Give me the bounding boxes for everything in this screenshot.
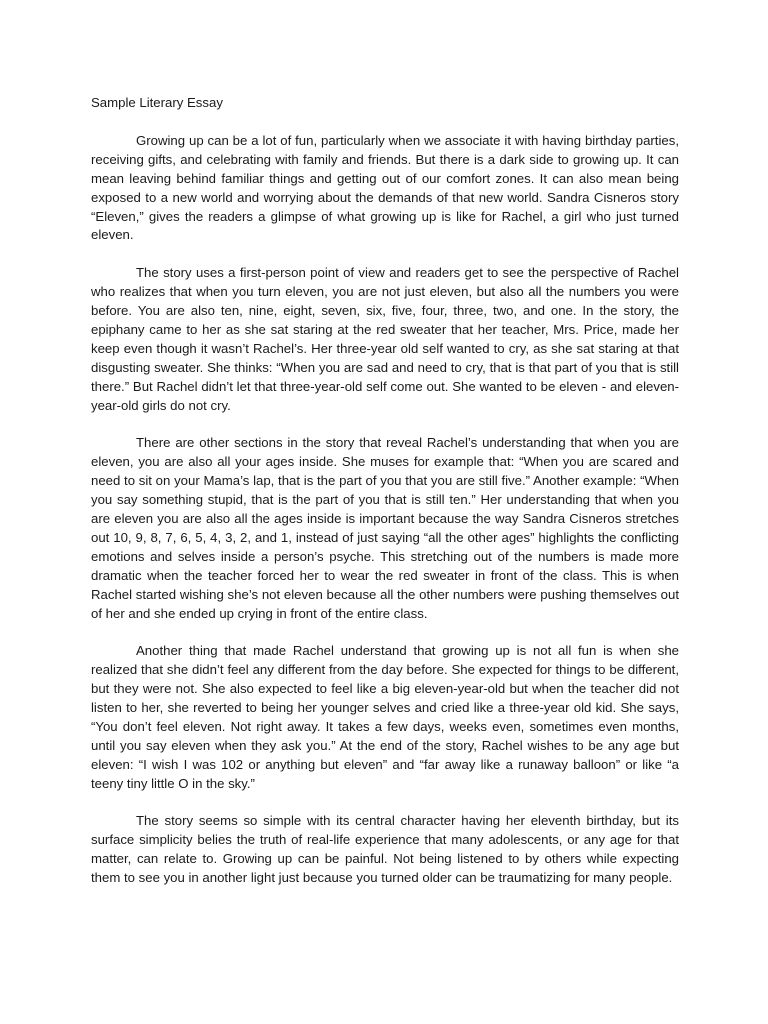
essay-body	[91, 94, 679, 907]
essay-title: Sample Literary Essay	[91, 95, 223, 110]
essay-paragraph-3: There are other sections in the story that reveal Rachel’s understanding that when you are eleven, you are also all your ages inside. She muses for example that: “When you are scared and need to sit on your Mama’s lap, that is the part of you that you are still five.” Another example: “When you say something stupid, that is the part of you that is still ten.” Her understanding that when you are eleven you are also all the ages inside is important because the way Sandra Cisneros stretches out 10, 9, 8, 7, 6, 5, 4, 3, 2, and 1, instead of just saying “all the other ages” highlights the conflicting emotions and selves inside a person’s psyche. This stretching out of the numbers is made more dramatic when the teacher forced her to wear the red sweater in front of the class. This is when Rachel started wishing she’s not eleven because all the other numbers were pushing themselves out of her and she ended up crying in front of the entire class.	[91, 435, 679, 621]
essay-paragraph-4: Another thing that made Rachel understand that growing up is not all fun is when she realized that she didn’t feel any different from the day before. She expected for things to be different, but they were not. She also expected to feel like a big eleven-year-old but when the teacher did not listen to her, she reverted to being her younger selves and cried like a three-year old kid. She says, “You don’t feel eleven. Not right away. It takes a few days, weeks even, sometimes even months, until you say eleven when they ask you.” At the end of the story, Rachel wishes to be any age but eleven: “I wish I was 102 or anything but eleven” and “far away like a runaway balloon” or like “a teeny tiny little O in the sky.”	[91, 643, 679, 791]
essay-paragraph-1: Growing up can be a lot of fun, particularly when we associate it with having birthday parties, receiving gifts, and celebrating with family and friends. But there is a dark side to growing up. It can mean leaving behind familiar things and getting out of our comfort zones. It can also mean being exposed to a new world and worrying about the demands of that new world. Sandra Cisneros story “Eleven,” gives the readers a glimpse of what growing up is like for Rachel, a girl who just turned eleven.	[91, 132, 679, 243]
essay-paragraph-2: The story uses a first-person point of view and readers get to see the perspective of Rachel who realizes that when you turn eleven, you are not just eleven, but also all the numbers you were before. You are also ten, nine, eight, seven, six, five, four, three, two, and one. In the story, the epiphany came to her as she sat staring at the red sweater that her teacher, Mrs. Price, made her keep even though it wasn’t Rachel’s. Her three-year old self wanted to cry, as she sat staring at that disgusting sweater. She thinks: “When you are sad and need to cry, that is that part of you that is still there.” But Rachel didn’t let that three-year-old self come out. She wanted to be eleven - and eleven-year-old girls do not cry.	[91, 265, 679, 413]
essay-paragraph-5: The story seems so simple with its central character having her eleventh birthday, but its surface simplicity belies the truth of real-life experience that many adolescents, or any age for that matter, can relate to. Growing up can be painful. Not being listened to by others while expecting them to see you in another light just because you turned older can be traumatizing for many people.	[91, 813, 679, 886]
